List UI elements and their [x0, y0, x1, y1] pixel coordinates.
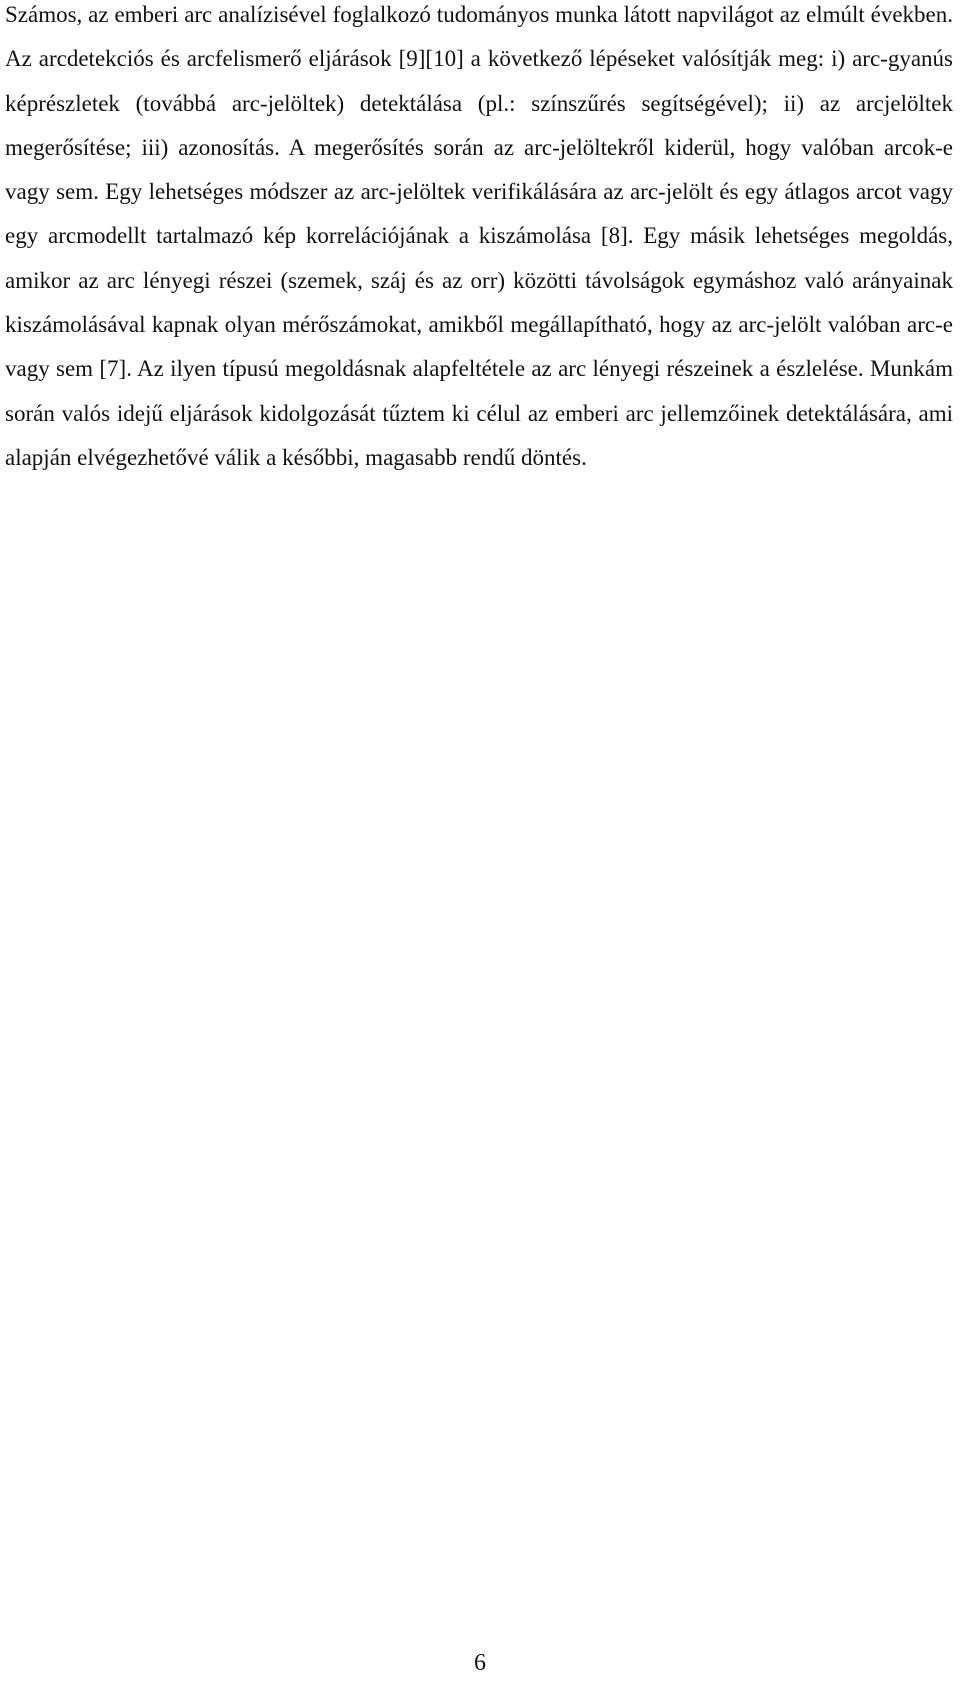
page-number: 6	[474, 1650, 486, 1676]
body-paragraph: Számos, az emberi arc analízisével foglalkozó tudományos munka látott napvilágot az elmúlt években. Az arcdetekciós és arcfelismerő eljárások [9][10] a következő lépéseket valósítják meg: i) arc-gyanús képrészletek (továbbá arc-jelöltek) detektálása (pl.: színszűrés segítségével); ii) az arcjelöltek megerősítése; iii) azonosítás. A megerősítés során az arc-jelöltekről kiderül, hogy valóban arcok-e vagy sem. Egy lehetséges módszer az arc-jelöltek verifikálására az arc-jelölt és egy átlagos arcot vagy egy arcmodellt tartalmazó kép korrelációjának a kiszámolása [8]. Egy másik lehetséges megoldás, amikor az arc lényegi részei (szemek, száj és az orr) közötti távolságok egymáshoz való arányainak kiszámolásával kapnak olyan mérőszámokat, amikből megállapítható, hogy az arc-jelölt valóban arc-e vagy sem [7]. Az ilyen típusú megoldásnak alapfeltétele az arc lényegi részeinek a észlelése. Munkám során valós idejű eljárások kidolgozását tűztem ki célul az emberi arc jellemzőinek detektálására, ami alapján elvégezhetővé válik a későbbi, magasabb rendű döntés.	[5, 2, 953, 470]
